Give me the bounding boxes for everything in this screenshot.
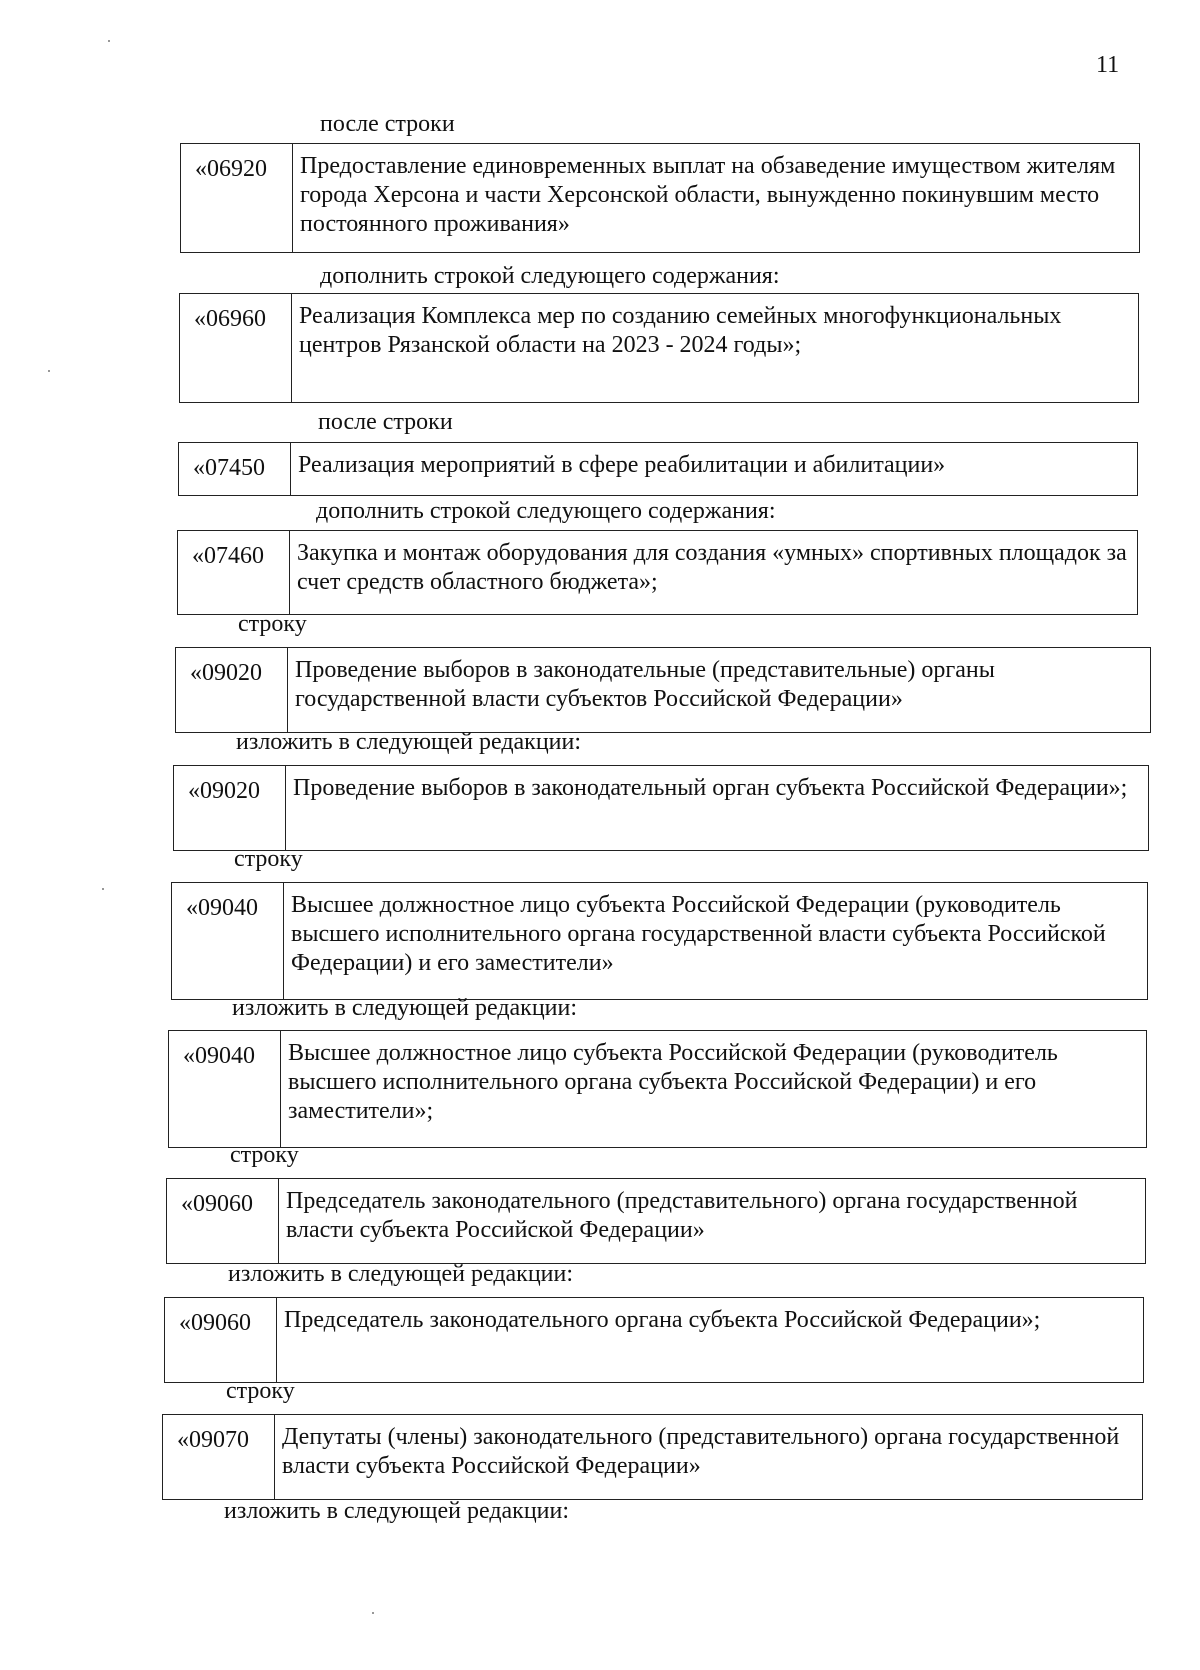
- row-text: Проведение выборов в законодательный орган субъекта Российской Федерации»;: [293, 775, 1128, 801]
- instruction-label: строку: [238, 611, 307, 637]
- row-code: «07450: [179, 443, 291, 495]
- instruction-label: изложить в следующей редакции:: [232, 995, 578, 1021]
- row-text: Председатель законодательного органа субъекта Российской Федерации»;: [284, 1307, 1041, 1333]
- table-row: [177, 530, 1138, 615]
- table-row: [168, 1030, 1147, 1148]
- row-code: «06920: [181, 144, 293, 252]
- row-text: Закупка и монтаж оборудования для создания «умных» спортивных площадок за счет средств областного бюджета»;: [297, 540, 1127, 595]
- row-code: «09070: [163, 1415, 275, 1499]
- instruction-label: дополнить строкой следующего содержания:: [320, 263, 780, 289]
- row-text: Высшее должностное лицо субъекта Российской Федерации (руководитель высшего исполнительного органа субъекта Российской Федерации) и его заместители»;: [288, 1040, 1058, 1124]
- instruction-label: после строки: [320, 111, 455, 137]
- row-code: «09060: [167, 1179, 279, 1263]
- table-row: [179, 293, 1139, 403]
- scan-speck: [102, 888, 104, 890]
- row-code: «09020: [176, 648, 288, 732]
- table-row: [178, 442, 1138, 496]
- row-code: «09040: [169, 1031, 281, 1147]
- table-row: [171, 882, 1148, 1000]
- row-text: Проведение выборов в законодательные (представительные) органы государственной власти субъектов Российской Федерации»: [295, 657, 995, 712]
- table-row: [175, 647, 1151, 733]
- table-row: [173, 765, 1149, 851]
- row-code: «09040: [172, 883, 284, 999]
- table-row: [166, 1178, 1146, 1264]
- scan-speck: [48, 370, 50, 372]
- row-code: «07460: [178, 531, 290, 614]
- row-code: «09060: [165, 1298, 277, 1382]
- row-text: Реализация мероприятий в сфере реабилитации и абилитации»: [298, 452, 946, 478]
- row-text: Реализация Комплекса мер по созданию семейных многофункциональных центров Рязанской области на 2023 - 2024 годы»;: [299, 303, 1062, 358]
- scan-speck: [108, 40, 110, 42]
- page-number: 11: [1096, 52, 1120, 78]
- instruction-label: строку: [226, 1378, 295, 1404]
- table-row: [180, 143, 1140, 253]
- instruction-label: изложить в следующей редакции:: [224, 1498, 570, 1524]
- instruction-label: изложить в следующей редакции:: [236, 729, 582, 755]
- instruction-label: дополнить строкой следующего содержания:: [316, 498, 776, 524]
- table-row: [162, 1414, 1143, 1500]
- instruction-label: строку: [234, 846, 303, 872]
- scan-speck: [372, 1612, 374, 1614]
- row-code: «06960: [180, 294, 292, 402]
- instruction-label: после строки: [318, 409, 453, 435]
- table-row: [164, 1297, 1144, 1383]
- row-text: Высшее должностное лицо субъекта Российской Федерации (руководитель высшего исполнительного органа государственной власти субъекта Российской Федерации) и его заместители»: [291, 892, 1106, 976]
- row-code: «09020: [174, 766, 286, 850]
- instruction-label: строку: [230, 1142, 299, 1168]
- row-text: Предоставление единовременных выплат на обзаведение имуществом жителям города Херсона и части Херсонской области, вынужденно покинувшим место постоянного проживания»: [300, 153, 1116, 237]
- instruction-label: изложить в следующей редакции:: [228, 1261, 574, 1287]
- row-text: Председатель законодательного (представительного) органа государственной власти субъекта Российской Федерации»: [286, 1188, 1078, 1243]
- row-text: Депутаты (члены) законодательного (представительного) органа государственной власти субъекта Российской Федерации»: [282, 1424, 1120, 1479]
